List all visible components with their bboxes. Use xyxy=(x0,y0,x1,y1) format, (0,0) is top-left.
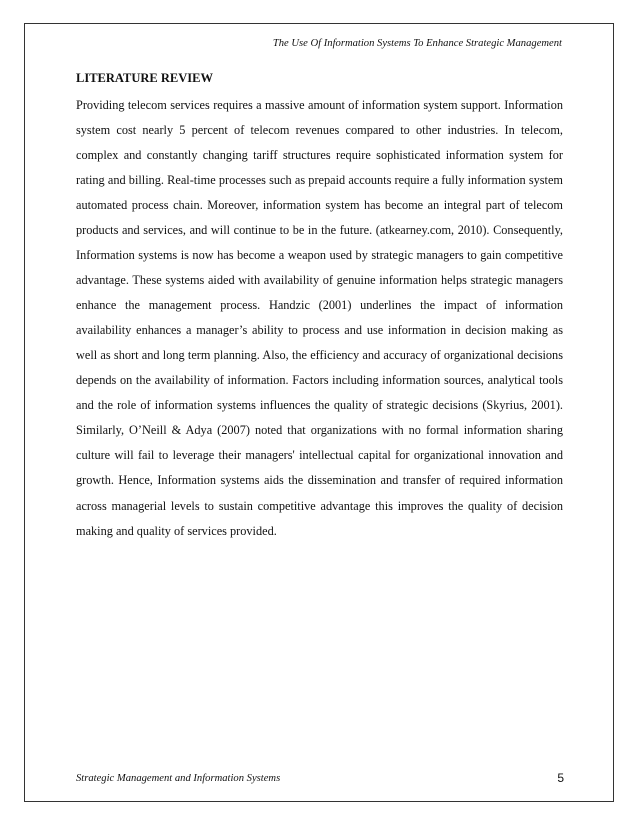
paragraph-line: system cost nearly 5 percent of telecom revenues compared to other industries. In telecom, xyxy=(76,123,563,138)
body-paragraph xyxy=(76,97,563,548)
paragraph-line: availability enhances a manager’s ability to process and use information in decision making as xyxy=(76,323,563,338)
section-heading: LITERATURE REVIEW xyxy=(76,71,213,85)
running-header: The Use Of Information Systems To Enhance Strategic Management xyxy=(272,38,562,49)
paragraph-line: across managerial levels to sustain competitive advantage this improves the quality of decision xyxy=(76,498,563,513)
paragraph-line: products and services, and will continue to be in the future. (atkearney.com, 2010). Consequently, xyxy=(76,223,563,238)
running-footer: Strategic Management and Information Systems xyxy=(76,773,281,784)
paragraph-line: culture will fail to leverage their managers' intellectual capital for organizational innovation and xyxy=(76,448,563,463)
paragraph-line: depends on the availability of information. Factors including information sources, analytical tools xyxy=(76,373,563,388)
paragraph-line: Information systems is now has become a weapon used by strategic managers to gain competitive xyxy=(76,248,563,263)
paragraph-line: and the role of information systems influences the quality of strategic decisions (Skyrius, 2001). xyxy=(76,398,563,413)
paragraph-line: automated process chain. Moreover, information system has become an integral part of telecom xyxy=(76,198,563,213)
page-number: 5 xyxy=(557,771,564,785)
paragraph-line: complex and constantly changing tariff structures require sophisticated information system for xyxy=(76,148,563,163)
paragraph-line: Similarly, O’Neill & Adya (2007) noted that organizations with no formal information sharing xyxy=(76,423,563,438)
paragraph-line: enhance the management process. Handzic (2001) underlines the impact of information xyxy=(76,298,563,313)
paragraph-line: well as short and long term planning. Also, the efficiency and accuracy of organizational decisions xyxy=(76,348,563,363)
paragraph-line: advantage. These systems aided with availability of genuine information helps strategic managers xyxy=(76,273,563,288)
paragraph-line: rating and billing. Real-time processes such as prepaid accounts require a fully information system xyxy=(76,173,563,188)
paragraph-line-last: making and quality of services provided. xyxy=(76,523,277,538)
paragraph-line: growth. Hence, Information systems aids the dissemination and transfer of required information xyxy=(76,473,563,488)
paragraph-line: Providing telecom services requires a massive amount of information system support. Information xyxy=(76,98,563,112)
